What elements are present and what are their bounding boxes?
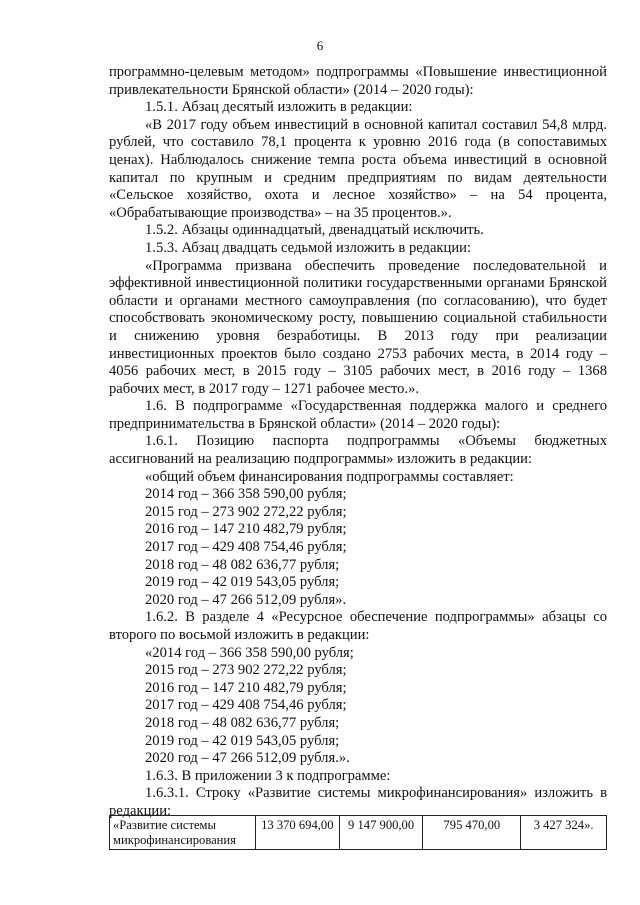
financing-list-section4 — [109, 645, 607, 768]
list-item: 2016 год – 147 210 482,79 рубля; — [145, 521, 347, 538]
document-body — [109, 64, 607, 821]
paragraph-1-6-1: 1.6.1. Позицию паспорта подпрограммы «Объемы бюджетных ассигнований на реализацию подпрограммы» изложить в редакции: — [109, 433, 607, 468]
table-cell-label: «Развитие системы микрофинансирования — [110, 816, 256, 850]
page-number: 6 — [316, 38, 324, 53]
microfinance-table — [109, 815, 607, 850]
list-item: 2017 год – 429 408 754,46 рубля; — [145, 697, 347, 714]
list-item: «2014 год – 366 358 590,00 рубля; — [145, 644, 354, 661]
paragraph-1-5-2: 1.5.2. Абзацы одиннадцатый, двенадцатый исключить. — [145, 222, 484, 239]
list-item: 2020 год – 47 266 512,09 рубля». — [145, 591, 347, 608]
list-item: 2016 год – 147 210 482,79 рубля; — [145, 679, 347, 696]
list-item: 2015 год – 273 902 272,22 рубля; — [145, 662, 347, 679]
list-item: «общий объем финансирования подпрограммы составляет: — [145, 468, 514, 485]
list-item: 2020 год – 47 266 512,09 рубля.». — [145, 750, 350, 767]
financing-list-passport — [109, 469, 607, 610]
table-cell-value: 3 427 324». — [521, 816, 607, 850]
list-item: 2014 год – 366 358 590,00 рубля; — [145, 486, 347, 503]
list-item: 2018 год – 48 082 636,77 рубля; — [145, 556, 340, 573]
paragraph-1-5-3: 1.5.3. Абзац двадцать седьмой изложить в редакции: — [145, 239, 471, 256]
table-cell-value: 795 470,00 — [423, 816, 521, 850]
table-row — [110, 816, 607, 850]
paragraph-1-5-1: 1.5.1. Абзац десятый изложить в редакции: — [145, 99, 413, 116]
list-item: 2017 год – 429 408 754,46 рубля; — [145, 539, 347, 556]
paragraph-1-6-3: 1.6.3. В приложении 3 к подпрограмме: — [145, 767, 391, 784]
table-cell-value: 9 147 900,00 — [339, 816, 423, 850]
list-item: 2015 год – 273 902 272,22 рубля; — [145, 503, 347, 520]
paragraph-1-6-3-1: 1.6.3.1. Строку «Развитие системы микрофинансирования» изложить в редакции: — [109, 785, 607, 819]
list-item: 2019 год – 42 019 543,05 рубля; — [145, 574, 340, 591]
paragraph-program-quote: «Программа призвана обеспечить проведение последовательной и эффективной инвестиционной политики государственными органами Брянской области и органами местного самоуправления (по согласованию), что будет способствовать экономическому росту, повышению социальной стабильности и снижению уровня безработицы. В 2013 году при реализации инвестиционных проектов было создано 2753 рабочих места, в 2014 году – 4056 рабочих мест, в 2015 году – 3105 рабочих мест, в 2016 году – 1368 рабочих мест, в 2017 году – 1271 рабочее место.». — [109, 257, 607, 397]
paragraph-continuation: программно-целевым методом» подпрограммы «Повышение инвестиционной привлекательности Брянской области» (2014 – 2020 годы): — [109, 64, 607, 98]
paragraph-1-6-2: 1.6.2. В разделе 4 «Ресурсное обеспечение подпрограммы» абзацы со второго по восьмой изложить в редакции: — [109, 609, 607, 643]
list-item: 2019 год – 42 019 543,05 рубля; — [145, 732, 340, 749]
table-cell-value: 13 370 694,00 — [255, 816, 339, 850]
paragraph-investments-quote: «В 2017 году объем инвестиций в основной капитал составил 54,8 млрд. рублей, что составило 78,1 процента к уровню 2016 года (в сопоставимых ценах). Наблюдалось снижение темпа роста объема инвестиций в основной капитал по крупным и средним предприятиям по видам деятельности «Сельское хозяйство, охота и лесное хозяйство» – на 54 процента, «Обрабатывающие производства» – на 35 процентов.». — [109, 116, 607, 221]
paragraph-1-6: 1.6. В подпрограмме «Государственная поддержка малого и среднего предпринимательства в Брянской области» (2014 – 2020 годы): — [109, 398, 607, 432]
list-item: 2018 год – 48 082 636,77 рубля; — [145, 714, 340, 731]
